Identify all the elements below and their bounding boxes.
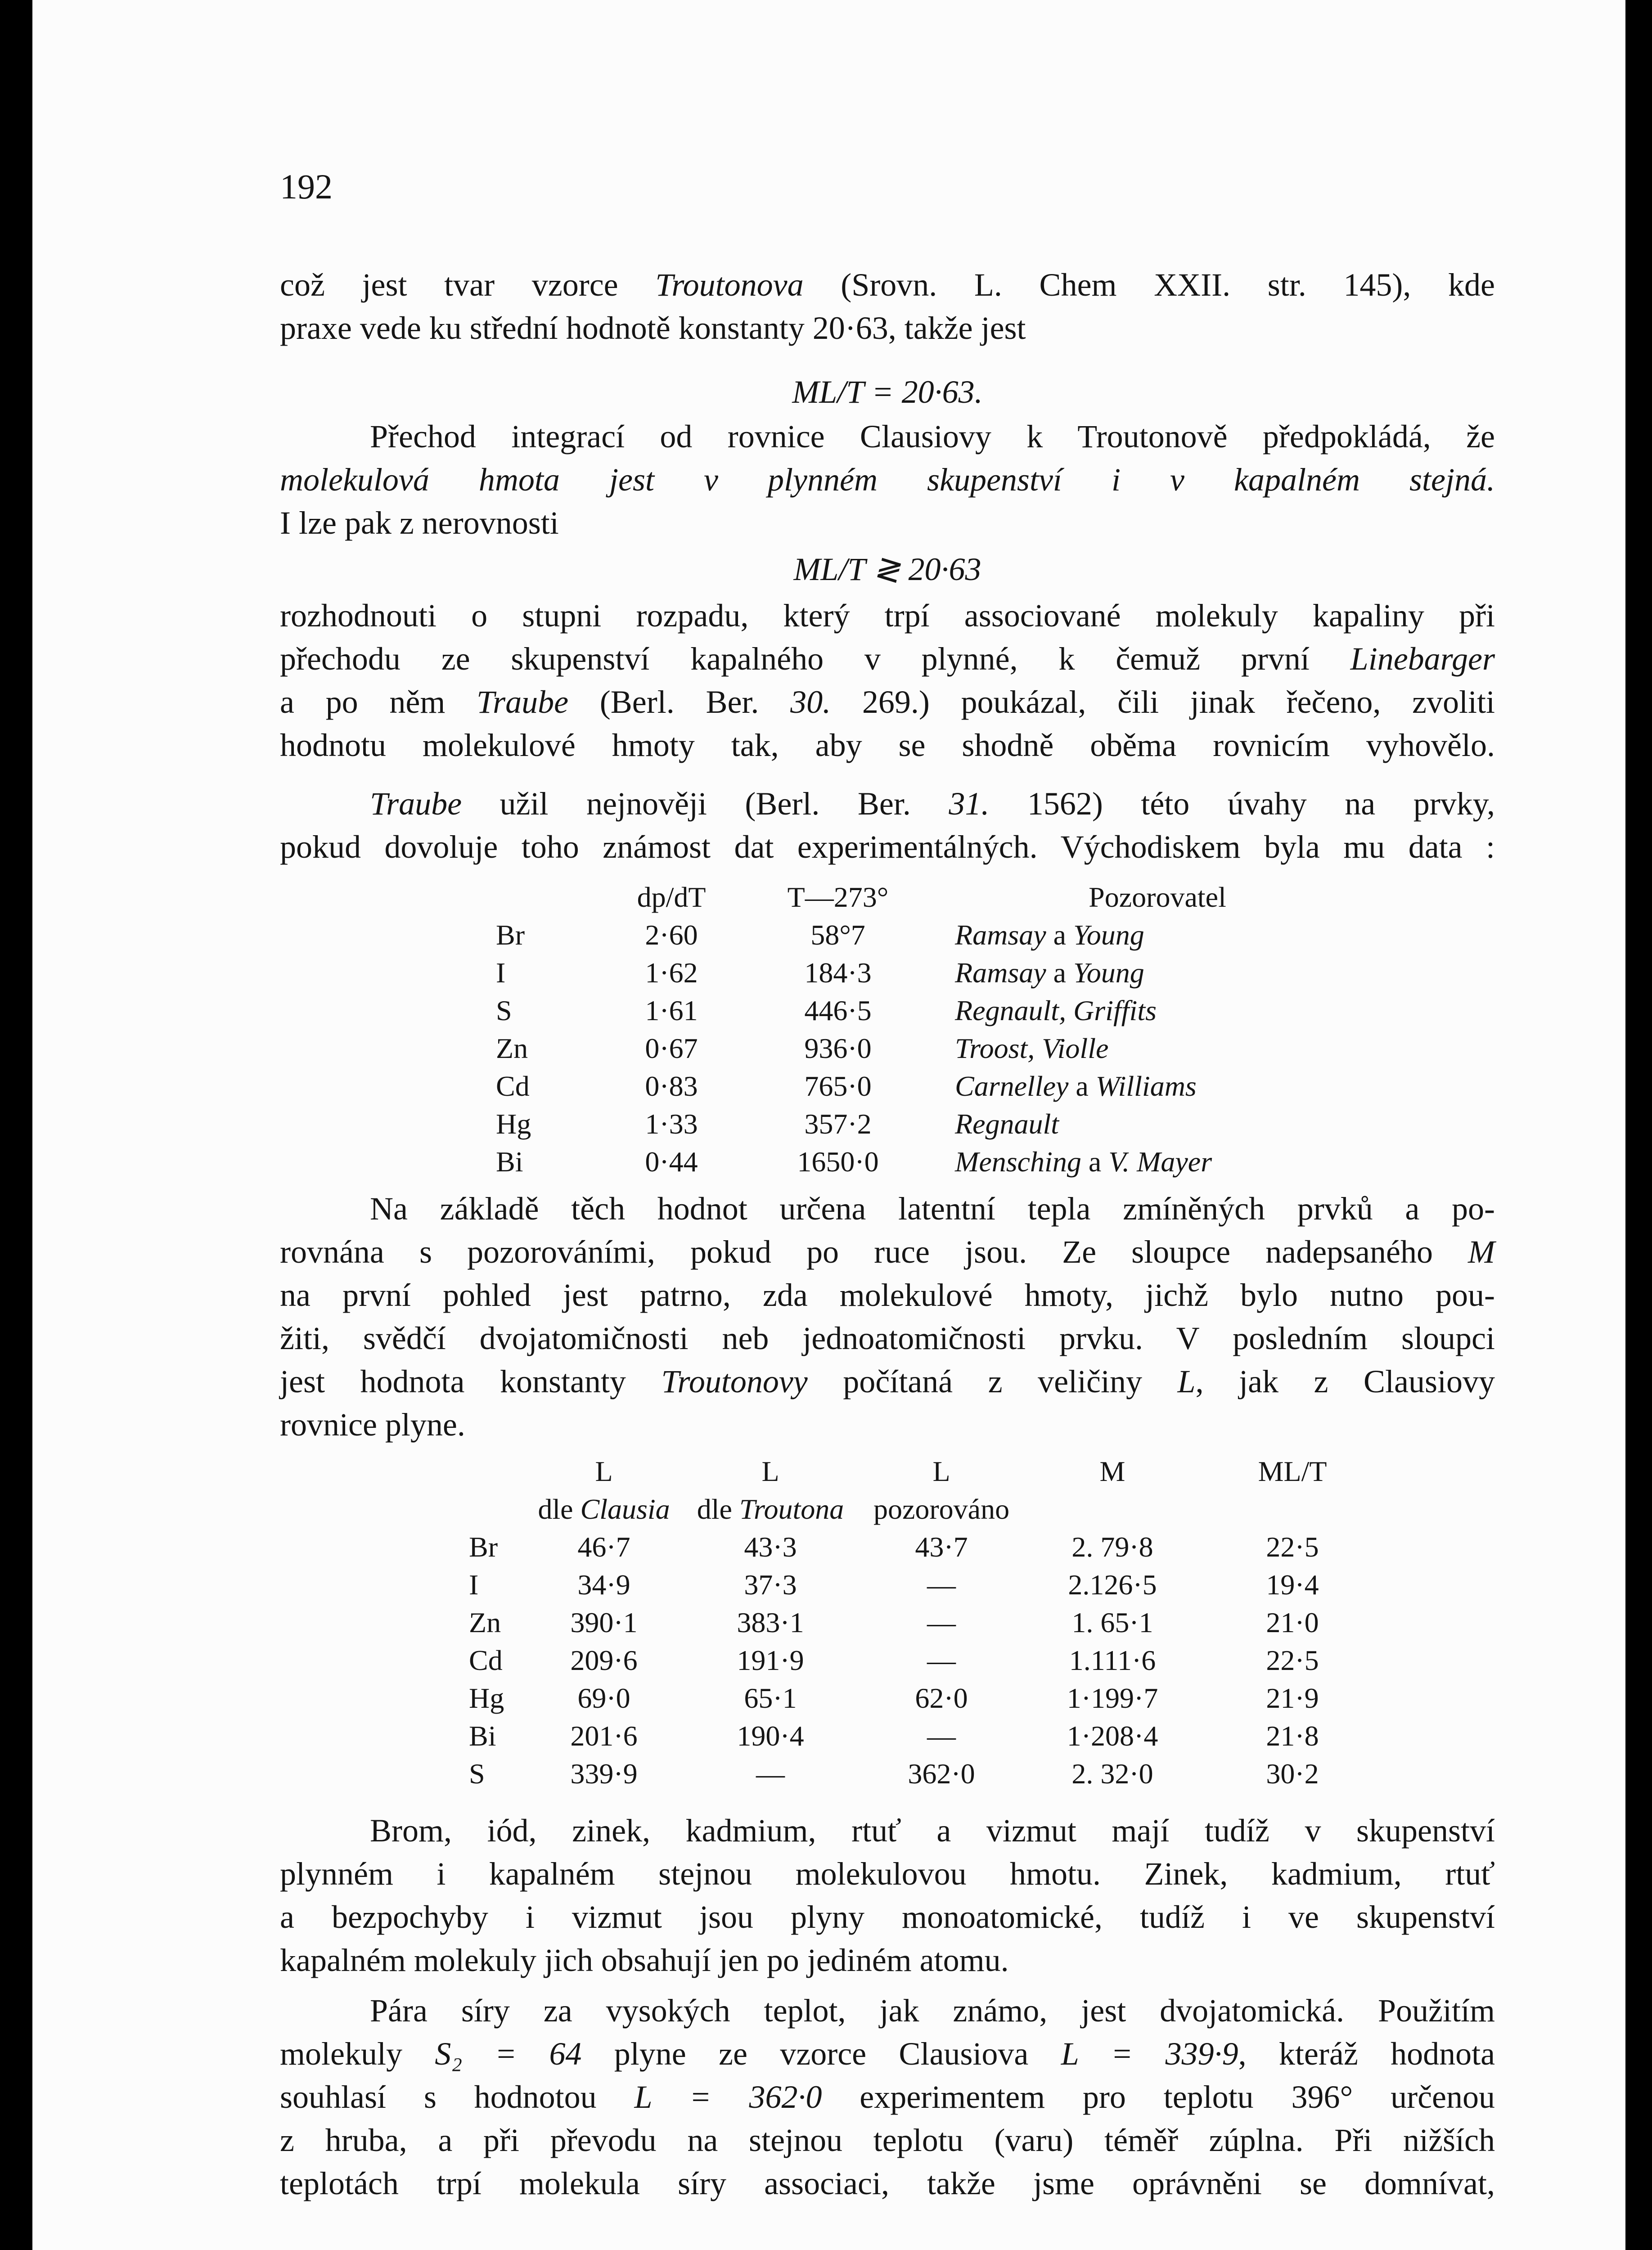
line: praxe vede ku střední hodnotě konstanty 20·63, takže jest <box>280 310 1026 346</box>
line: molekulová hmota jest v plynném skupenství i v kapalném stejná. <box>280 462 1495 498</box>
table-row: Cd 0·83 765·0 Carnelley a Williams <box>496 1070 1197 1102</box>
equation-1: ML/T = 20·63. <box>792 374 983 410</box>
line: Na základě těch hodnot určena latentní tepla zmíněných prvků a po- <box>370 1191 1495 1227</box>
line: Přechod integrací od rovnice Clausiovy k Troutonově předpokládá, že <box>370 418 1495 454</box>
line: což jest tvar vzorce Troutonova (Srovn. L. Chem XXII. str. 145), kde <box>280 267 1495 303</box>
table-row: Br 46·7 43·3 43·7 2. 79·8 22·5 <box>469 1531 1319 1563</box>
line: žiti, svědčí dvojatomičnosti neb jednoatomičnosti prvku. V posledním sloupci <box>280 1320 1495 1356</box>
line: plynném i kapalném stejnou molekulovou hmotu. Zinek, kadmium, rtuť <box>280 1856 1495 1892</box>
line: pokud dovoluje toho známost dat experimentálných. Východiskem byla mu data : <box>280 829 1495 865</box>
table-row: Br 2·60 58°7 Ramsay a Young <box>496 919 1144 951</box>
table-row: Bi 0·44 1650·0 Mensching a V. Mayer <box>496 1146 1212 1178</box>
equation-2: ML/T ≷ 20·63 <box>793 551 981 587</box>
line: jest hodnota konstanty Troutonovy počítaná z veličiny L, jak z Clausiovy <box>280 1364 1495 1400</box>
table-row: Hg 1·33 357·2 Regnault <box>496 1108 1059 1140</box>
line: kapalném molekuly jich obsahují jen po jediném atomu. <box>280 1942 1009 1978</box>
paragraph-7 <box>280 1989 1495 2205</box>
line: Brom, iód, zinek, kadmium, rtuť a vizmut mají tudíž v skupenství <box>370 1813 1495 1849</box>
line: přechodu ze skupenství kapalného v plynné, k čemuž první Linebarger <box>280 641 1495 677</box>
paragraph-6 <box>280 1809 1495 1982</box>
table-row: S 339·9 — 362·0 2. 32·0 30·2 <box>469 1758 1319 1790</box>
paragraph-2 <box>280 415 1495 544</box>
line: na první pohled jest patrno, zda molekulové hmoty, jichž bylo nutno pou- <box>280 1277 1495 1313</box>
line: a bezpochyby i vizmut jsou plyny monoatomické, tudíž i ve skupenství <box>280 1899 1495 1935</box>
table-header: L L L M ML/T <box>595 1455 1327 1487</box>
table-row: Zn 0·67 936·0 Troost, Violle <box>496 1032 1109 1064</box>
page-number: 192 <box>280 167 333 206</box>
table-row: Zn 390·1 383·1 — 1. 65·1 21·0 <box>469 1606 1319 1638</box>
line: I lze pak z nerovnosti <box>280 505 559 541</box>
line: souhlasí s hodnotou L = 362·0 experimentem pro teplotu 396° určenou <box>280 2079 1495 2115</box>
line: Pára síry za vysokých teplot, jak známo, jest dvojatomická. Použitím <box>370 1993 1495 2029</box>
latent-heat-table <box>469 1453 1387 1793</box>
table-row: Cd 209·6 191·9 — 1.111·6 22·5 <box>469 1644 1319 1676</box>
table-row: S 1·61 446·5 Regnault, Griffits <box>496 994 1157 1026</box>
paragraph-5 <box>280 1187 1495 1446</box>
table-row: Bi 201·6 190·4 — 1·208·4 21·8 <box>469 1720 1319 1752</box>
line: z hruba, a při převodu na stejnou teplotu (varu) téměř zúplna. Při nižších <box>280 2122 1495 2158</box>
line: rovnice plyne. <box>280 1407 465 1443</box>
table-row: I 1·62 184·3 Ramsay a Young <box>496 957 1144 989</box>
page <box>32 0 1625 2250</box>
table-subheader: dle Clausia dle Troutona pozorováno <box>538 1493 1010 1525</box>
line: Traube užil nejnověji (Berl. Ber. 31. 1562) této úvahy na prvky, <box>370 786 1495 822</box>
table-row: Hg 69·0 65·1 62·0 1·199·7 21·9 <box>469 1682 1319 1714</box>
paragraph-4 <box>280 782 1495 868</box>
paragraph-1 <box>280 263 1495 350</box>
line: hodnotu molekulové hmoty tak, aby se shodně oběma rovnicím vyhovělo. <box>280 727 1495 763</box>
line: a po něm Traube (Berl. Ber. 30. 269.) poukázal, čili jinak řečeno, zvoliti <box>280 684 1495 720</box>
line: rovnána s pozorováními, pokud po ruce jsou. Ze sloupce nadepsaného M <box>280 1234 1495 1270</box>
line: rozhodnouti o stupni rozpadu, který trpí associované molekuly kapaliny při <box>280 598 1495 634</box>
paragraph-3 <box>280 594 1495 767</box>
table-row: I 34·9 37·3 — 2.126·5 19·4 <box>469 1569 1319 1601</box>
table-header: dp/dT T—273° Pozorovatel <box>637 881 1226 913</box>
observer-table <box>496 878 1360 1181</box>
line: teplotách trpí molekula síry associaci, takže jsme oprávněni se domnívat, <box>280 2165 1495 2201</box>
line: molekuly S₂ = 64 plyne ze vzorce Clausiova L = 339·9, kteráž hodnota <box>280 2036 1495 2072</box>
